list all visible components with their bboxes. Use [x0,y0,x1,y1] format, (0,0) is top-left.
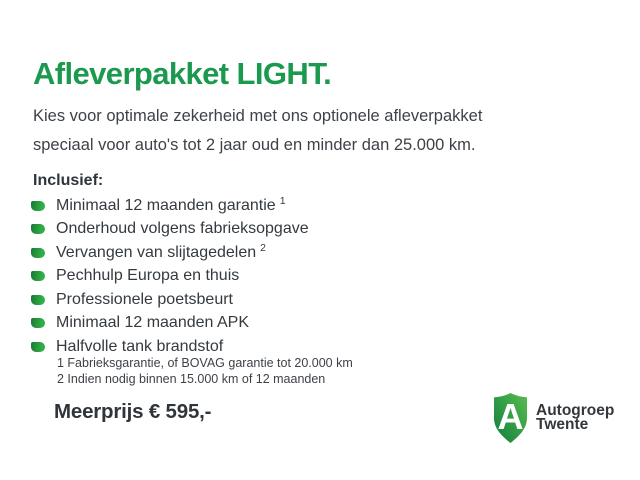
list-item-label: Onderhoud volgens fabrieksopgave [56,220,309,238]
page-title: Afleverpakket LIGHT. [33,56,332,91]
leaf-bullet-icon [31,248,45,258]
leaf-bullet-icon [31,295,45,305]
price-label: Meerprijs € 595,- [54,400,212,423]
logo-name-line-1: Autogroep [536,401,615,419]
list-item [31,288,313,312]
logo-name-line-2: Twente [536,416,589,433]
badge-letter: A [497,396,524,437]
leaf-bullet-icon [31,318,45,328]
logo-wordmark [536,401,615,433]
leaf-bullet-icon [31,201,45,211]
leaf-bullet-icon [31,271,45,281]
footnote-ref: 2 [260,241,266,254]
intro-line-1: Kies voor optimale zekerheid met ons optionele afleverpakket [33,107,483,125]
footnote-ref: 1 [279,194,286,207]
list-item-label: Vervangen van slijtagedelen [56,243,257,261]
list-item [31,241,313,265]
list-item [31,194,313,218]
list-item-label: Minimaal 12 maanden APK [56,314,249,332]
intro-line-2: speciaal voor auto's tot 2 jaar oud en minder dan 25.000 km. [33,136,476,154]
shield-badge-icon [492,392,529,444]
list-item [31,265,313,289]
intro-paragraph [33,102,482,160]
footnote-1: 1 Fabrieksgarantie, of BOVAG garantie tot 20.000 km [57,356,353,370]
list-item-label: Minimaal 12 maanden garantie [56,196,276,214]
list-item [31,312,313,336]
list-item [31,335,313,359]
list-item [31,218,313,242]
leaf-bullet-icon [31,342,45,352]
footnotes [57,356,353,387]
included-items-list [31,194,313,359]
autogroep-twente-logo [492,392,614,444]
list-item-label: Professionele poetsbeurt [56,290,233,308]
footnote-2: 2 Indien nodig binnen 15.000 km of 12 maanden [57,371,326,386]
list-item-label: Pechhulp Europa en thuis [56,267,240,285]
list-item-label: Halfvolle tank brandstof [56,337,224,355]
list-heading: Inclusief: [33,172,104,189]
leaf-bullet-icon [31,224,45,234]
